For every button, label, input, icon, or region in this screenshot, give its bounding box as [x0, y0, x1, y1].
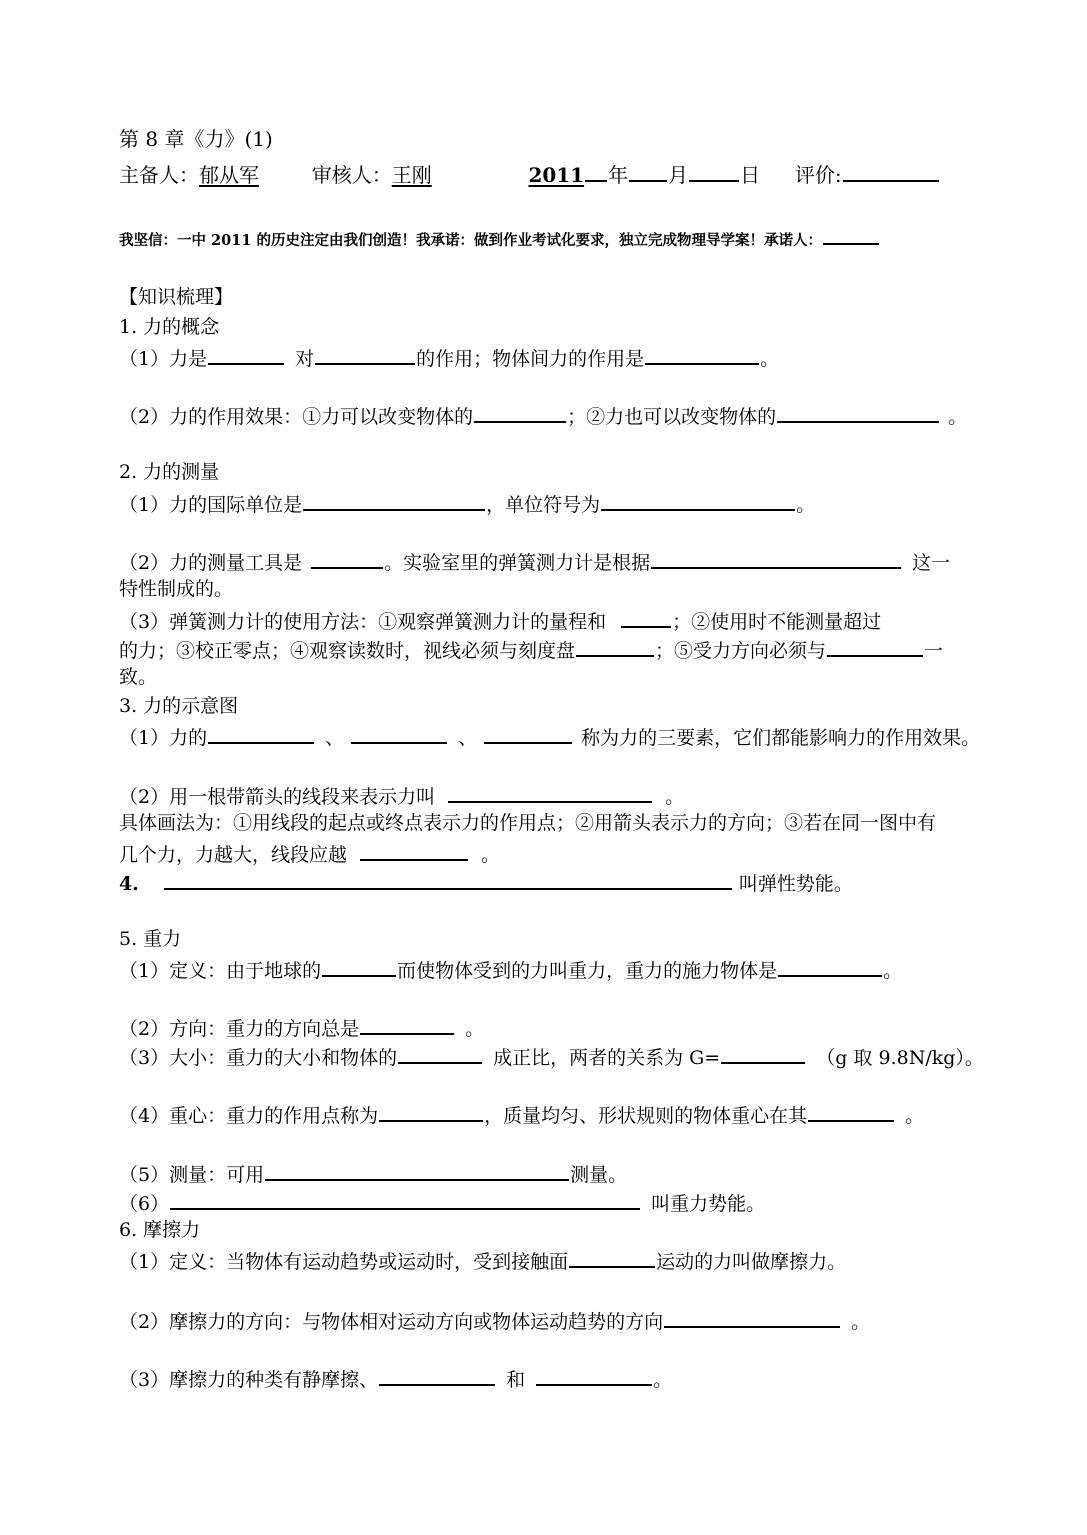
reviewer-name: 王刚 — [391, 163, 432, 187]
header-info-row — [119, 160, 940, 188]
blank[interactable] — [164, 868, 732, 890]
blank[interactable] — [664, 1306, 840, 1328]
blank[interactable] — [208, 722, 314, 744]
s3-line2-cont: 具体画法为：①用线段的起点或终点表示力的作用点；②用箭头表示力的方向；③若在同一图中有 — [119, 812, 937, 834]
s5-line1: （1）定义：由于地球的 而使物体受到的力叫重力，重力的施力物体是 。 — [119, 955, 902, 984]
blank[interactable] — [621, 606, 671, 628]
blank[interactable] — [601, 489, 795, 511]
blank[interactable] — [208, 343, 284, 365]
pledge-line — [119, 228, 880, 254]
rating-label: 评价: — [794, 163, 842, 187]
s6-title: 6. 摩擦力 — [119, 1219, 201, 1241]
blank[interactable] — [398, 1042, 482, 1064]
s2-line3: （3）弹簧测力计的使用方法：①观察弹簧测力计的量程和 ；②使用时不能测量超过 — [119, 606, 881, 635]
s3-line1: （1）力的 、 、 称为力的三要素，它们都能影响力的作用效果。 — [119, 722, 980, 751]
s5-line2: （2）方向：重力的方向总是 。 — [119, 1013, 484, 1042]
page-title: 第 8 章《力》(1) — [119, 127, 273, 151]
section-title: 【知识梳理】 — [119, 286, 234, 308]
blank[interactable] — [315, 343, 415, 365]
s2-line2: （2）力的测量工具是 。实验室里的弹簧测力计是根据 这一 — [119, 547, 950, 576]
s3-line2-end: 几个力，力越大，线段应越 。 — [119, 839, 500, 868]
blank[interactable] — [170, 1188, 640, 1210]
pledge-signature-blank[interactable] — [823, 229, 879, 245]
month-unit: 月 — [668, 163, 689, 187]
s5-line6: （6） 叫重力势能。 — [119, 1188, 765, 1217]
blank[interactable] — [808, 1100, 894, 1122]
blank[interactable] — [484, 722, 572, 744]
blank[interactable] — [651, 547, 901, 569]
blank[interactable] — [778, 955, 882, 977]
s1-title: 1. 力的概念 — [119, 316, 220, 338]
pledge-text: 我坚信：一中 2011 的历史注定由我们创造！我承诺：做到作业考试化要求，独立完成物理导学案！承诺人： — [119, 232, 822, 249]
month-blank[interactable] — [629, 160, 667, 182]
s1-line1: （1）力是 对 的作用；物体间力的作用是 。 — [119, 343, 779, 372]
blank[interactable] — [721, 1042, 805, 1064]
blank[interactable] — [379, 1100, 483, 1122]
preparer-label: 主备人： — [119, 163, 199, 187]
s5-line3: （3）大小：重力的大小和物体的 成正比，两者的关系为 G= （g 取 9.8N/kg）。 — [119, 1042, 984, 1071]
s2-title: 2. 力的测量 — [119, 461, 220, 483]
s4-line: 4. 叫弹性势能。 — [119, 868, 853, 897]
blank[interactable] — [303, 489, 485, 511]
s5-line4: （4）重心：重力的作用点称为 ，质量均匀、形状规则的物体重心在其 。 — [119, 1100, 924, 1129]
blank[interactable] — [360, 839, 468, 861]
s2-line2-cont: 特性制成的。 — [119, 578, 234, 600]
blank[interactable] — [569, 1246, 655, 1268]
blank[interactable] — [360, 1013, 454, 1035]
blank[interactable] — [265, 1159, 569, 1181]
s2-line1: （1）力的国际单位是 ，单位符号为 。 — [119, 489, 815, 518]
s5-title: 5. 重力 — [119, 928, 182, 950]
year-unit: 年 — [608, 163, 629, 187]
rating-blank[interactable] — [843, 160, 939, 182]
blank[interactable] — [827, 635, 923, 657]
blank[interactable] — [536, 1364, 652, 1386]
day-unit: 日 — [740, 163, 761, 187]
s1-line2: （2）力的作用效果：①力可以改变物体的 ；②力也可以改变物体的 。 — [119, 401, 967, 430]
day-blank[interactable] — [689, 160, 739, 182]
preparer-name: 郁从军 — [199, 163, 259, 187]
blank[interactable] — [322, 955, 396, 977]
blank[interactable] — [645, 343, 759, 365]
blank[interactable] — [474, 401, 566, 423]
blank[interactable] — [576, 635, 654, 657]
s3-line2: （2）用一根带箭头的线段来表示力叫 。 — [119, 781, 684, 810]
reviewer-label: 审核人： — [311, 163, 392, 187]
blank[interactable] — [379, 1364, 495, 1386]
blank[interactable] — [351, 722, 447, 744]
s5-line5: （5）测量：可用 测量。 — [119, 1159, 627, 1188]
blank[interactable] — [448, 781, 652, 803]
blank[interactable] — [777, 401, 939, 423]
year-value: 2011 — [528, 163, 585, 187]
s6-line3: （3）摩擦力的种类有静摩擦、 和 。 — [119, 1364, 672, 1393]
year-blank[interactable] — [585, 160, 607, 182]
s2-line3-cont: 的力；③校正零点；④观察读数时，视线必须与刻度盘 ；⑤受力方向必须与 一 — [119, 635, 943, 664]
s3-title: 3. 力的示意图 — [119, 695, 239, 717]
s6-line1: （1）定义：当物体有运动趋势或运动时，受到接触面 运动的力叫做摩擦力。 — [119, 1246, 846, 1275]
blank[interactable] — [311, 547, 383, 569]
s6-line2: （2）摩擦力的方向：与物体相对运动方向或物体运动趋势的方向 。 — [119, 1306, 870, 1335]
s2-line3-end: 致。 — [119, 666, 158, 688]
